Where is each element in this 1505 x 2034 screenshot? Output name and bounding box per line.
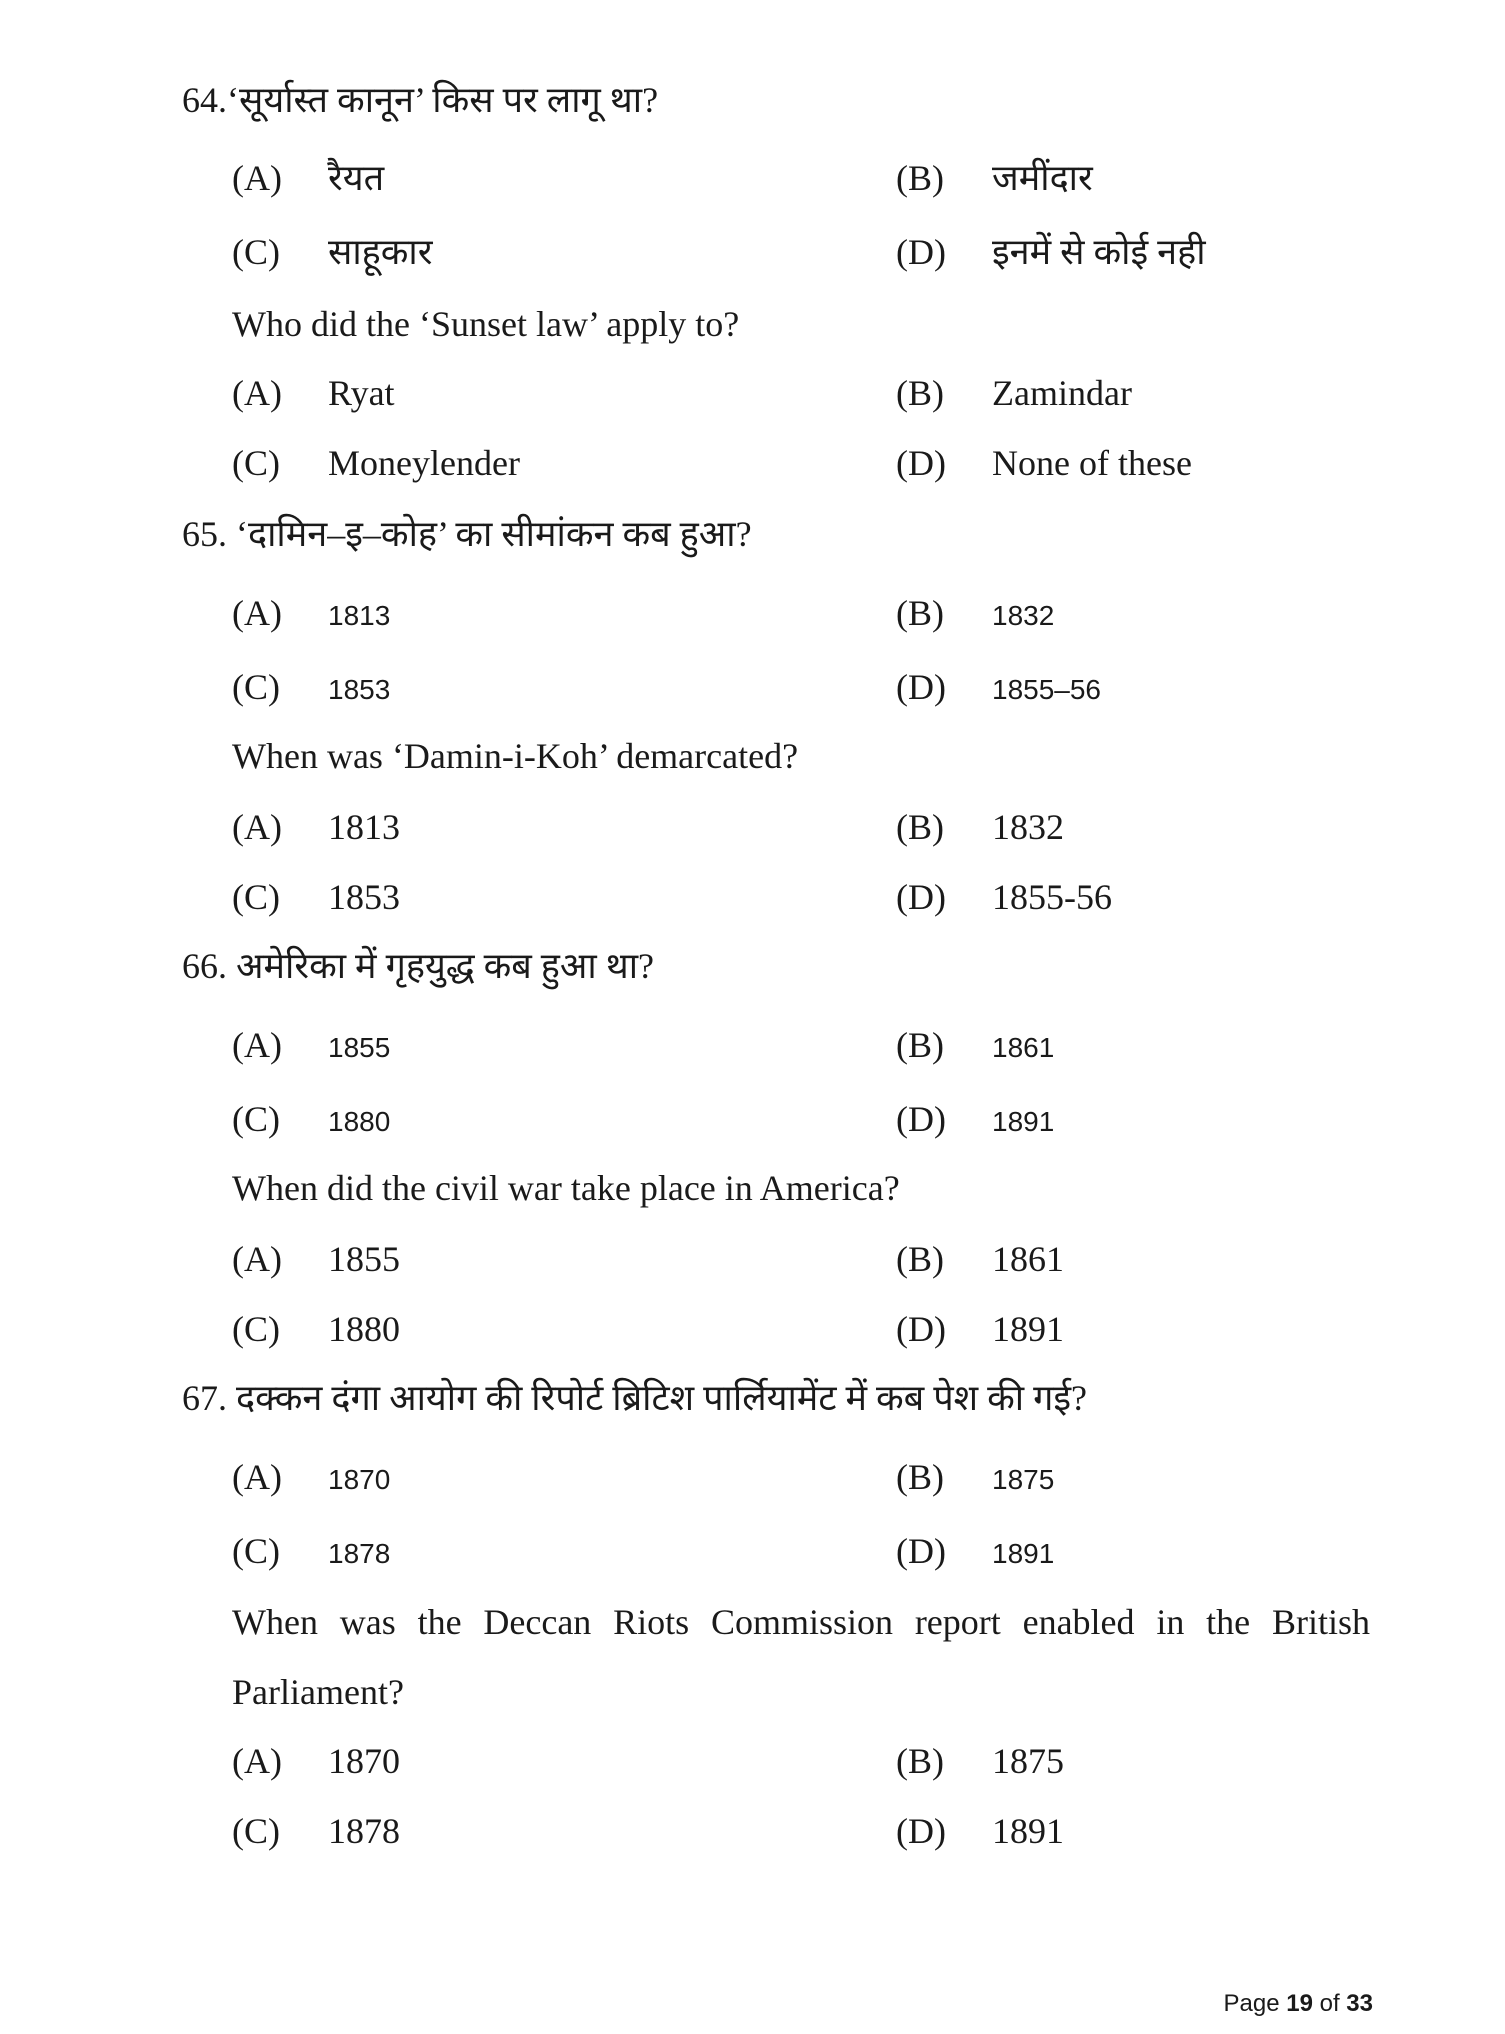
question-number: 65. xyxy=(182,514,227,554)
question-text-hindi: अमेरिका में गृहयुद्ध कब हुआ था? xyxy=(236,946,655,986)
option-c xyxy=(232,876,400,918)
question-67-english-line-1: When was the Deccan Riots Commission report enabled in the British xyxy=(232,1602,1370,1642)
option-letter: (A) xyxy=(232,807,282,847)
option-text: 1853 xyxy=(328,674,391,705)
option-d xyxy=(896,666,1101,708)
option-b xyxy=(896,592,1054,634)
question-number: 66. xyxy=(182,946,227,986)
option-letter: (C) xyxy=(232,232,280,272)
option-text: 1861 xyxy=(992,1032,1055,1063)
option-letter: (C) xyxy=(232,877,280,917)
option-letter: (A) xyxy=(232,1025,282,1065)
question-text-hindi: ‘सूर्यास्त कानून’ किस पर लागू था? xyxy=(227,80,659,120)
option-a xyxy=(232,1024,390,1066)
option-text: जमींदार xyxy=(992,158,1093,198)
option-text: 1875 xyxy=(992,1741,1064,1781)
option-letter: (D) xyxy=(896,667,946,707)
option-letter: (D) xyxy=(896,1811,946,1851)
question-number: 67. xyxy=(182,1378,227,1418)
option-letter: (B) xyxy=(896,158,944,198)
option-text: 1875 xyxy=(992,1464,1055,1495)
option-b xyxy=(896,372,1132,414)
option-letter: (A) xyxy=(232,1457,282,1497)
option-letter: (D) xyxy=(896,1099,946,1139)
option-letter: (C) xyxy=(232,667,280,707)
option-text: 1891 xyxy=(992,1538,1055,1569)
question-64-hindi xyxy=(182,78,658,122)
question-number: 64. xyxy=(182,80,227,120)
question-66-hindi xyxy=(182,944,654,988)
option-letter: (C) xyxy=(232,1531,280,1571)
question-65-english: When was ‘Damin-i-Koh’ demarcated? xyxy=(232,736,799,776)
option-a xyxy=(232,1456,390,1498)
current-page: 19 xyxy=(1286,1990,1313,2017)
option-letter: (C) xyxy=(232,1811,280,1851)
option-text: 1855-56 xyxy=(992,877,1112,917)
option-c xyxy=(232,442,520,484)
option-d xyxy=(896,226,1206,275)
question-66-english: When did the civil war take place in America? xyxy=(232,1168,900,1208)
option-letter: (B) xyxy=(896,1457,944,1497)
option-text: 1853 xyxy=(328,877,400,917)
option-b xyxy=(896,806,1064,848)
option-text: साहूकार xyxy=(328,232,433,272)
option-a xyxy=(232,806,400,848)
option-a xyxy=(232,1238,400,1280)
question-65-hindi xyxy=(182,512,752,556)
page-middle: of xyxy=(1312,1990,1347,2017)
option-a xyxy=(232,152,384,201)
option-letter: (B) xyxy=(896,373,944,413)
question-64-english: Who did the ‘Sunset law’ apply to? xyxy=(232,304,740,344)
option-d xyxy=(896,1098,1054,1140)
option-text: 1870 xyxy=(328,1464,391,1495)
option-letter: (B) xyxy=(896,593,944,633)
option-text: 1870 xyxy=(328,1741,400,1781)
option-d xyxy=(896,876,1112,918)
option-letter: (D) xyxy=(896,877,946,917)
page-number-footer xyxy=(1224,1990,1373,2018)
option-text: 1880 xyxy=(328,1106,391,1137)
option-c xyxy=(232,1098,390,1140)
option-letter: (D) xyxy=(896,232,946,272)
option-c xyxy=(232,1810,400,1852)
question-text-hindi: दक्कन दंगा आयोग की रिपोर्ट ब्रिटिश पार्लियामेंट में कब पेश की गई? xyxy=(236,1378,1088,1418)
option-letter: (B) xyxy=(896,1741,944,1781)
question-text-hindi: ‘दामिन–इ–कोह’ का सीमांकन कब हुआ? xyxy=(236,514,752,554)
option-text: इनमें से कोई नही xyxy=(992,232,1206,272)
option-a xyxy=(232,372,395,414)
option-text: 1878 xyxy=(328,1538,391,1569)
option-b xyxy=(896,1456,1054,1498)
total-pages: 33 xyxy=(1346,1990,1373,2017)
option-c xyxy=(232,666,390,708)
option-text: 1855 xyxy=(328,1032,391,1063)
option-letter: (B) xyxy=(896,807,944,847)
option-letter: (B) xyxy=(896,1025,944,1065)
option-d xyxy=(896,1530,1054,1572)
option-text: 1891 xyxy=(992,1106,1055,1137)
option-text: Moneylender xyxy=(328,443,520,483)
option-letter: (A) xyxy=(232,373,282,413)
option-d xyxy=(896,442,1192,484)
option-letter: (C) xyxy=(232,1099,280,1139)
option-c xyxy=(232,226,432,275)
option-letter: (C) xyxy=(232,1309,280,1349)
option-text: 1855–56 xyxy=(992,674,1102,705)
option-letter: (D) xyxy=(896,1531,946,1571)
option-text: 1813 xyxy=(328,807,400,847)
option-text: रैयत xyxy=(328,158,385,198)
page-prefix: Page xyxy=(1223,1990,1287,2017)
option-letter: (A) xyxy=(232,1741,282,1781)
option-text: 1832 xyxy=(992,807,1064,847)
question-67-english-line-2: Parliament? xyxy=(232,1672,404,1712)
option-b xyxy=(896,152,1093,201)
option-text: 1861 xyxy=(992,1239,1064,1279)
option-b xyxy=(896,1238,1064,1280)
option-a xyxy=(232,1740,400,1782)
option-text: 1891 xyxy=(992,1811,1064,1851)
option-c xyxy=(232,1530,390,1572)
option-d xyxy=(896,1308,1064,1350)
option-letter: (A) xyxy=(232,593,282,633)
option-letter: (D) xyxy=(896,1309,946,1349)
option-letter: (B) xyxy=(896,1239,944,1279)
question-67-hindi xyxy=(182,1376,1087,1420)
option-d xyxy=(896,1810,1064,1852)
option-a xyxy=(232,592,390,634)
option-text: 1813 xyxy=(328,600,391,631)
option-letter: (A) xyxy=(232,1239,282,1279)
option-letter: (C) xyxy=(232,443,280,483)
option-text: 1891 xyxy=(992,1309,1064,1349)
option-c xyxy=(232,1308,400,1350)
option-text: 1878 xyxy=(328,1811,400,1851)
option-text: Zamindar xyxy=(992,373,1132,413)
option-letter: (D) xyxy=(896,443,946,483)
option-text: None of these xyxy=(992,443,1192,483)
option-text: 1855 xyxy=(328,1239,400,1279)
option-letter: (A) xyxy=(232,158,282,198)
option-text: Ryat xyxy=(328,373,395,413)
option-text: 1880 xyxy=(328,1309,400,1349)
option-b xyxy=(896,1024,1054,1066)
option-b xyxy=(896,1740,1064,1782)
option-text: 1832 xyxy=(992,600,1055,631)
